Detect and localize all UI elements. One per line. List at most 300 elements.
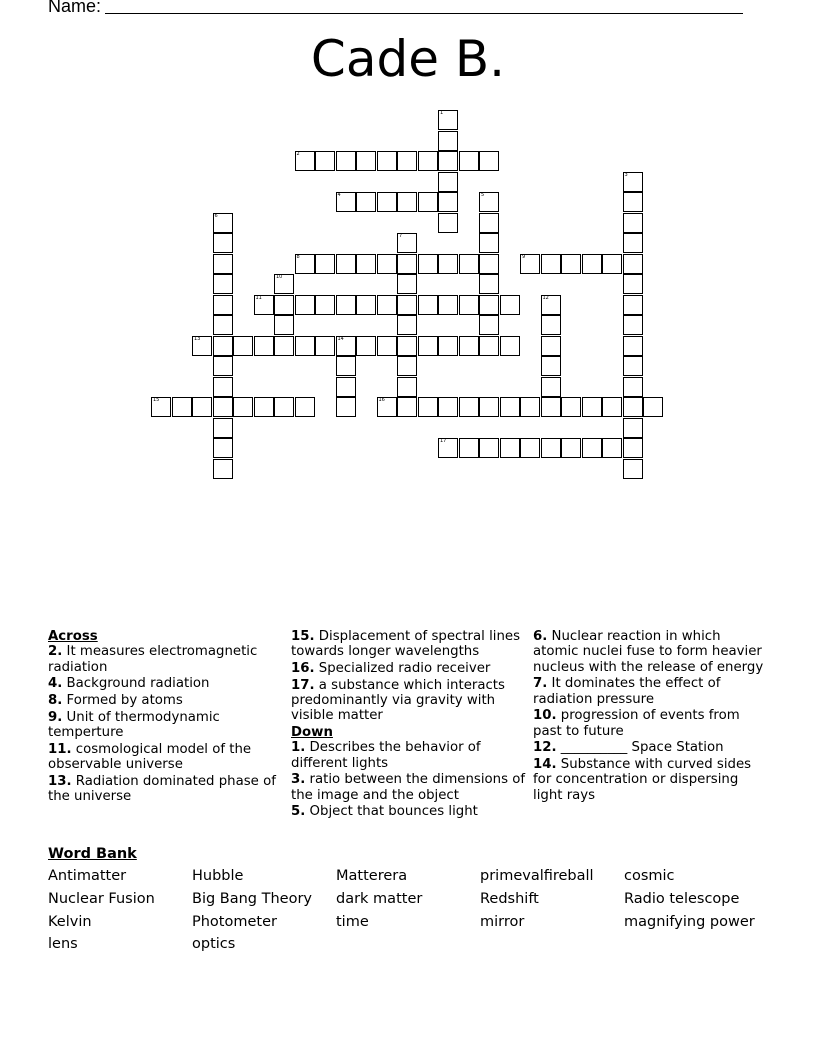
cell-input[interactable] bbox=[583, 398, 601, 416]
cell-input[interactable] bbox=[214, 460, 232, 478]
grid-cell[interactable] bbox=[213, 418, 233, 438]
grid-cell[interactable] bbox=[479, 295, 499, 315]
cell-input[interactable] bbox=[398, 275, 416, 293]
cell-input[interactable] bbox=[337, 296, 355, 314]
grid-cell[interactable] bbox=[602, 397, 622, 417]
grid-cell[interactable] bbox=[479, 397, 499, 417]
grid-cell[interactable] bbox=[377, 336, 397, 356]
grid-cell[interactable] bbox=[377, 192, 397, 212]
word-bank-item: optics bbox=[192, 936, 236, 952]
cell-input[interactable] bbox=[439, 214, 457, 232]
cell-input[interactable] bbox=[337, 193, 355, 211]
grid-cell[interactable] bbox=[213, 295, 233, 315]
grid-cell[interactable] bbox=[438, 336, 458, 356]
cell-input[interactable] bbox=[460, 296, 478, 314]
cell-input[interactable] bbox=[521, 398, 539, 416]
cell-input[interactable] bbox=[275, 398, 293, 416]
cell-input[interactable] bbox=[439, 255, 457, 273]
grid-cell[interactable] bbox=[438, 192, 458, 212]
cell-input[interactable] bbox=[378, 255, 396, 273]
grid-cell[interactable] bbox=[397, 397, 417, 417]
word-bank-item: time bbox=[336, 914, 369, 930]
grid-cell[interactable] bbox=[520, 254, 540, 274]
grid-cell[interactable] bbox=[336, 295, 356, 315]
cell-input[interactable] bbox=[419, 296, 437, 314]
cell-input[interactable] bbox=[521, 255, 539, 273]
clue-number: 4. bbox=[48, 676, 63, 692]
clue-item bbox=[48, 676, 284, 691]
cell-input[interactable] bbox=[214, 439, 232, 457]
cell-input[interactable] bbox=[193, 337, 211, 355]
cell-input[interactable] bbox=[337, 378, 355, 396]
grid-cell[interactable] bbox=[418, 151, 438, 171]
cell-input[interactable] bbox=[603, 255, 621, 273]
grid-cell[interactable] bbox=[479, 315, 499, 335]
grid-cell[interactable] bbox=[295, 397, 315, 417]
cell-input[interactable] bbox=[419, 152, 437, 170]
grid-cell[interactable] bbox=[623, 356, 643, 376]
grid-cell[interactable] bbox=[295, 336, 315, 356]
grid-cell[interactable] bbox=[213, 274, 233, 294]
grid-cell[interactable] bbox=[274, 315, 294, 335]
cell-input[interactable] bbox=[562, 255, 580, 273]
grid-cell[interactable] bbox=[418, 254, 438, 274]
grid-cell[interactable] bbox=[336, 377, 356, 397]
cell-input[interactable] bbox=[603, 439, 621, 457]
grid-cell[interactable] bbox=[541, 397, 561, 417]
clue-item bbox=[533, 708, 769, 739]
grid-cell[interactable] bbox=[356, 254, 376, 274]
cell-input[interactable] bbox=[193, 398, 211, 416]
cell-input[interactable] bbox=[501, 296, 519, 314]
cell-input[interactable] bbox=[480, 316, 498, 334]
grid-cell[interactable] bbox=[213, 254, 233, 274]
cell-input[interactable] bbox=[357, 193, 375, 211]
cell-input[interactable] bbox=[398, 255, 416, 273]
grid-cell[interactable] bbox=[418, 295, 438, 315]
cell-input[interactable] bbox=[460, 439, 478, 457]
cell-input[interactable] bbox=[542, 296, 560, 314]
cell-input[interactable] bbox=[480, 214, 498, 232]
cell-input[interactable] bbox=[316, 337, 334, 355]
cell-input[interactable] bbox=[214, 419, 232, 437]
cell-input[interactable] bbox=[501, 439, 519, 457]
grid-cell[interactable] bbox=[151, 397, 171, 417]
grid-cell[interactable] bbox=[213, 213, 233, 233]
grid-cell[interactable] bbox=[397, 151, 417, 171]
grid-cell[interactable] bbox=[356, 295, 376, 315]
cell-input[interactable] bbox=[480, 234, 498, 252]
cell-input[interactable] bbox=[357, 296, 375, 314]
word-bank-item: cosmic bbox=[624, 868, 675, 884]
grid-cell[interactable] bbox=[336, 151, 356, 171]
cell-input[interactable] bbox=[439, 296, 457, 314]
grid-cell[interactable] bbox=[479, 213, 499, 233]
cell-input[interactable] bbox=[501, 398, 519, 416]
grid-cell[interactable] bbox=[377, 397, 397, 417]
grid-cell[interactable] bbox=[459, 438, 479, 458]
cell-input[interactable] bbox=[542, 357, 560, 375]
cell-input[interactable] bbox=[316, 255, 334, 273]
grid-cell[interactable] bbox=[172, 397, 192, 417]
cell-input[interactable] bbox=[275, 316, 293, 334]
cell-input[interactable] bbox=[480, 255, 498, 273]
grid-cell[interactable] bbox=[418, 397, 438, 417]
grid-cell[interactable] bbox=[336, 192, 356, 212]
grid-cell[interactable] bbox=[213, 459, 233, 479]
grid-cell[interactable] bbox=[397, 233, 417, 253]
grid-cell[interactable] bbox=[561, 438, 581, 458]
clue-heading: Down bbox=[291, 724, 333, 740]
cell-input[interactable] bbox=[214, 357, 232, 375]
cell-input[interactable] bbox=[542, 378, 560, 396]
cell-input[interactable] bbox=[460, 337, 478, 355]
cell-input[interactable] bbox=[480, 152, 498, 170]
grid-cell[interactable] bbox=[274, 397, 294, 417]
grid-cell[interactable] bbox=[397, 315, 417, 335]
cell-input[interactable] bbox=[398, 234, 416, 252]
cell-input[interactable] bbox=[521, 439, 539, 457]
grid-cell[interactable] bbox=[438, 131, 458, 151]
grid-cell[interactable] bbox=[438, 295, 458, 315]
grid-cell[interactable] bbox=[356, 336, 376, 356]
grid-cell[interactable] bbox=[623, 418, 643, 438]
cell-input[interactable] bbox=[398, 337, 416, 355]
grid-cell[interactable] bbox=[623, 172, 643, 192]
grid-cell[interactable] bbox=[438, 110, 458, 130]
cell-input[interactable] bbox=[296, 398, 314, 416]
cell-input[interactable] bbox=[603, 398, 621, 416]
cell-input[interactable] bbox=[378, 152, 396, 170]
grid-cell[interactable] bbox=[438, 213, 458, 233]
grid-cell[interactable] bbox=[397, 336, 417, 356]
grid-cell[interactable] bbox=[418, 336, 438, 356]
grid-cell[interactable] bbox=[541, 315, 561, 335]
cell-input[interactable] bbox=[275, 296, 293, 314]
cell-input[interactable] bbox=[255, 398, 273, 416]
cell-input[interactable] bbox=[624, 193, 642, 211]
cell-input[interactable] bbox=[480, 275, 498, 293]
grid-cell[interactable] bbox=[336, 356, 356, 376]
cell-input[interactable] bbox=[214, 296, 232, 314]
cell-input[interactable] bbox=[398, 316, 416, 334]
grid-cell[interactable] bbox=[397, 254, 417, 274]
grid-cell[interactable] bbox=[623, 336, 643, 356]
cell-input[interactable] bbox=[542, 398, 560, 416]
clue-text: a substance which interacts predominantly via gravity with visible matter bbox=[291, 677, 505, 724]
cell-input[interactable] bbox=[624, 398, 642, 416]
cell-input[interactable] bbox=[419, 255, 437, 273]
grid-cell[interactable] bbox=[254, 295, 274, 315]
grid-cell[interactable] bbox=[295, 254, 315, 274]
cell-input[interactable] bbox=[337, 398, 355, 416]
cell-input[interactable] bbox=[624, 337, 642, 355]
cell-input[interactable] bbox=[152, 398, 170, 416]
cell-input[interactable] bbox=[439, 173, 457, 191]
grid-cell[interactable] bbox=[192, 336, 212, 356]
grid-cell[interactable] bbox=[500, 397, 520, 417]
grid-cell[interactable] bbox=[397, 274, 417, 294]
grid-cell[interactable] bbox=[377, 151, 397, 171]
clue-text: Unit of thermodynamic temperture bbox=[48, 709, 220, 740]
cell-input[interactable] bbox=[439, 132, 457, 150]
grid-cell[interactable] bbox=[295, 151, 315, 171]
cell-input[interactable] bbox=[398, 296, 416, 314]
grid-cell[interactable] bbox=[520, 397, 540, 417]
cell-input[interactable] bbox=[234, 337, 252, 355]
grid-cell[interactable] bbox=[213, 356, 233, 376]
grid-cell[interactable] bbox=[192, 397, 212, 417]
grid-cell[interactable] bbox=[623, 459, 643, 479]
grid-cell[interactable] bbox=[520, 438, 540, 458]
cell-input[interactable] bbox=[214, 398, 232, 416]
grid-cell[interactable] bbox=[397, 192, 417, 212]
grid-cell[interactable] bbox=[315, 254, 335, 274]
grid-cell[interactable] bbox=[479, 233, 499, 253]
cell-input[interactable] bbox=[542, 439, 560, 457]
grid-cell[interactable] bbox=[315, 336, 335, 356]
cell-input[interactable] bbox=[439, 398, 457, 416]
cell-input[interactable] bbox=[624, 255, 642, 273]
cell-input[interactable] bbox=[275, 337, 293, 355]
cell-input[interactable] bbox=[296, 255, 314, 273]
cell-input[interactable] bbox=[296, 296, 314, 314]
grid-cell[interactable] bbox=[459, 295, 479, 315]
cell-input[interactable] bbox=[337, 357, 355, 375]
cell-input[interactable] bbox=[398, 378, 416, 396]
grid-cell[interactable] bbox=[315, 295, 335, 315]
grid-cell[interactable] bbox=[623, 377, 643, 397]
cell-input[interactable] bbox=[583, 255, 601, 273]
cell-input[interactable] bbox=[419, 337, 437, 355]
grid-cell[interactable] bbox=[623, 274, 643, 294]
cell-input[interactable] bbox=[337, 337, 355, 355]
grid-cell[interactable] bbox=[377, 295, 397, 315]
grid-cell[interactable] bbox=[623, 213, 643, 233]
cell-input[interactable] bbox=[316, 152, 334, 170]
cell-input[interactable] bbox=[624, 357, 642, 375]
cell-input[interactable] bbox=[255, 337, 273, 355]
grid-cell[interactable] bbox=[459, 397, 479, 417]
cell-input[interactable] bbox=[624, 173, 642, 191]
cell-input[interactable] bbox=[542, 337, 560, 355]
cell-input[interactable] bbox=[255, 296, 273, 314]
grid-cell[interactable] bbox=[438, 172, 458, 192]
grid-cell[interactable] bbox=[623, 315, 643, 335]
grid-cell[interactable] bbox=[438, 254, 458, 274]
cell-input[interactable] bbox=[316, 296, 334, 314]
cell-input[interactable] bbox=[624, 439, 642, 457]
grid-cell[interactable] bbox=[479, 254, 499, 274]
grid-cell[interactable] bbox=[274, 274, 294, 294]
grid-cell[interactable] bbox=[336, 397, 356, 417]
cell-input[interactable] bbox=[480, 193, 498, 211]
cell-input[interactable] bbox=[398, 357, 416, 375]
grid-cell[interactable] bbox=[602, 254, 622, 274]
grid-cell[interactable] bbox=[438, 397, 458, 417]
grid-cell[interactable] bbox=[213, 397, 233, 417]
cell-input[interactable] bbox=[562, 398, 580, 416]
cell-input[interactable] bbox=[378, 193, 396, 211]
word-bank-item: Big Bang Theory bbox=[192, 891, 313, 907]
grid-cell[interactable] bbox=[315, 151, 335, 171]
cell-input[interactable] bbox=[439, 439, 457, 457]
word-bank-item: Antimatter bbox=[48, 868, 127, 884]
cell-input[interactable] bbox=[439, 111, 457, 129]
grid-cell[interactable] bbox=[336, 254, 356, 274]
grid-cell[interactable] bbox=[213, 233, 233, 253]
clue-number: 15. bbox=[291, 629, 315, 644]
grid-cell[interactable] bbox=[397, 356, 417, 376]
grid-cell[interactable] bbox=[541, 377, 561, 397]
grid-cell[interactable] bbox=[623, 438, 643, 458]
clue-number: 6 bbox=[214, 212, 218, 219]
grid-cell[interactable] bbox=[479, 336, 499, 356]
grid-cell[interactable] bbox=[623, 233, 643, 253]
cell-input[interactable] bbox=[583, 439, 601, 457]
cell-input[interactable] bbox=[214, 255, 232, 273]
cell-input[interactable] bbox=[439, 337, 457, 355]
clue-number: 10. bbox=[533, 708, 557, 724]
cell-input[interactable] bbox=[337, 152, 355, 170]
cell-input[interactable] bbox=[562, 439, 580, 457]
grid-cell[interactable] bbox=[418, 192, 438, 212]
grid-cell[interactable] bbox=[356, 192, 376, 212]
grid-cell[interactable] bbox=[500, 336, 520, 356]
cell-input[interactable] bbox=[378, 296, 396, 314]
clue-item bbox=[48, 710, 284, 741]
cell-input[interactable] bbox=[419, 193, 437, 211]
grid-cell[interactable] bbox=[623, 397, 643, 417]
cell-input[interactable] bbox=[378, 398, 396, 416]
grid-cell[interactable] bbox=[479, 192, 499, 212]
grid-cell[interactable] bbox=[459, 336, 479, 356]
clue-text: It dominates the effect of radiation pressure bbox=[533, 676, 721, 707]
cell-input[interactable] bbox=[173, 398, 191, 416]
grid-cell[interactable] bbox=[438, 438, 458, 458]
cell-input[interactable] bbox=[644, 398, 662, 416]
cell-input[interactable] bbox=[480, 337, 498, 355]
clue-text: Displacement of spectral lines towards longer wavelengths bbox=[291, 629, 521, 660]
grid-cell[interactable] bbox=[274, 336, 294, 356]
grid-cell[interactable] bbox=[254, 336, 274, 356]
cell-input[interactable] bbox=[480, 398, 498, 416]
grid-cell[interactable] bbox=[582, 397, 602, 417]
cell-input[interactable] bbox=[234, 398, 252, 416]
grid-cell[interactable] bbox=[479, 274, 499, 294]
grid-cell[interactable] bbox=[438, 151, 458, 171]
grid-cell[interactable] bbox=[479, 438, 499, 458]
cell-input[interactable] bbox=[501, 337, 519, 355]
cell-input[interactable] bbox=[542, 255, 560, 273]
cell-input[interactable] bbox=[214, 275, 232, 293]
grid-cell[interactable] bbox=[623, 295, 643, 315]
cell-input[interactable] bbox=[214, 234, 232, 252]
cell-input[interactable] bbox=[214, 337, 232, 355]
clue-number: 7. bbox=[533, 676, 548, 692]
cell-input[interactable] bbox=[357, 152, 375, 170]
cell-input[interactable] bbox=[439, 193, 457, 211]
cell-input[interactable] bbox=[624, 214, 642, 232]
word-bank-item: magnifying power bbox=[624, 914, 755, 930]
cell-input[interactable] bbox=[398, 398, 416, 416]
cell-input[interactable] bbox=[214, 316, 232, 334]
cell-input[interactable] bbox=[460, 398, 478, 416]
cell-input[interactable] bbox=[480, 296, 498, 314]
grid-cell[interactable] bbox=[377, 254, 397, 274]
cell-input[interactable] bbox=[357, 255, 375, 273]
grid-cell[interactable] bbox=[397, 295, 417, 315]
grid-cell[interactable] bbox=[459, 151, 479, 171]
grid-cell[interactable] bbox=[213, 336, 233, 356]
cell-input[interactable] bbox=[296, 337, 314, 355]
grid-cell[interactable] bbox=[213, 377, 233, 397]
cell-input[interactable] bbox=[398, 152, 416, 170]
grid-cell[interactable] bbox=[254, 397, 274, 417]
cell-input[interactable] bbox=[624, 275, 642, 293]
cell-input[interactable] bbox=[460, 152, 478, 170]
grid-cell[interactable] bbox=[233, 336, 253, 356]
cell-input[interactable] bbox=[214, 378, 232, 396]
grid-cell[interactable] bbox=[213, 315, 233, 335]
cell-input[interactable] bbox=[624, 460, 642, 478]
cell-input[interactable] bbox=[275, 275, 293, 293]
grid-cell[interactable] bbox=[500, 438, 520, 458]
cell-input[interactable] bbox=[460, 255, 478, 273]
grid-cell[interactable] bbox=[602, 438, 622, 458]
cell-input[interactable] bbox=[624, 419, 642, 437]
grid-cell[interactable] bbox=[541, 438, 561, 458]
cell-input[interactable] bbox=[542, 316, 560, 334]
grid-cell[interactable] bbox=[582, 254, 602, 274]
cell-input[interactable] bbox=[357, 337, 375, 355]
cell-input[interactable] bbox=[419, 398, 437, 416]
grid-cell[interactable] bbox=[356, 151, 376, 171]
grid-cell[interactable] bbox=[623, 192, 643, 212]
grid-cell[interactable] bbox=[623, 254, 643, 274]
grid-cell[interactable] bbox=[274, 295, 294, 315]
cell-input[interactable] bbox=[296, 152, 314, 170]
grid-cell[interactable] bbox=[643, 397, 663, 417]
grid-cell[interactable] bbox=[336, 336, 356, 356]
grid-cell[interactable] bbox=[541, 336, 561, 356]
clue-text: Object that bounces light bbox=[305, 804, 478, 820]
grid-cell[interactable] bbox=[541, 295, 561, 315]
grid-cell[interactable] bbox=[561, 254, 581, 274]
grid-cell[interactable] bbox=[582, 438, 602, 458]
grid-cell[interactable] bbox=[561, 397, 581, 417]
grid-cell[interactable] bbox=[397, 377, 417, 397]
cell-input[interactable] bbox=[624, 296, 642, 314]
cell-input[interactable] bbox=[439, 152, 457, 170]
cell-input[interactable] bbox=[624, 316, 642, 334]
grid-cell[interactable] bbox=[213, 438, 233, 458]
grid-cell[interactable] bbox=[233, 397, 253, 417]
grid-cell[interactable] bbox=[541, 356, 561, 376]
cell-input[interactable] bbox=[337, 255, 355, 273]
grid-cell[interactable] bbox=[295, 295, 315, 315]
cell-input[interactable] bbox=[398, 193, 416, 211]
cell-input[interactable] bbox=[480, 439, 498, 457]
grid-cell[interactable] bbox=[479, 151, 499, 171]
grid-cell[interactable] bbox=[541, 254, 561, 274]
cell-input[interactable] bbox=[624, 378, 642, 396]
cell-input[interactable] bbox=[214, 214, 232, 232]
grid-cell[interactable] bbox=[459, 254, 479, 274]
cell-input[interactable] bbox=[624, 234, 642, 252]
grid-cell[interactable] bbox=[500, 295, 520, 315]
cell-input[interactable] bbox=[378, 337, 396, 355]
